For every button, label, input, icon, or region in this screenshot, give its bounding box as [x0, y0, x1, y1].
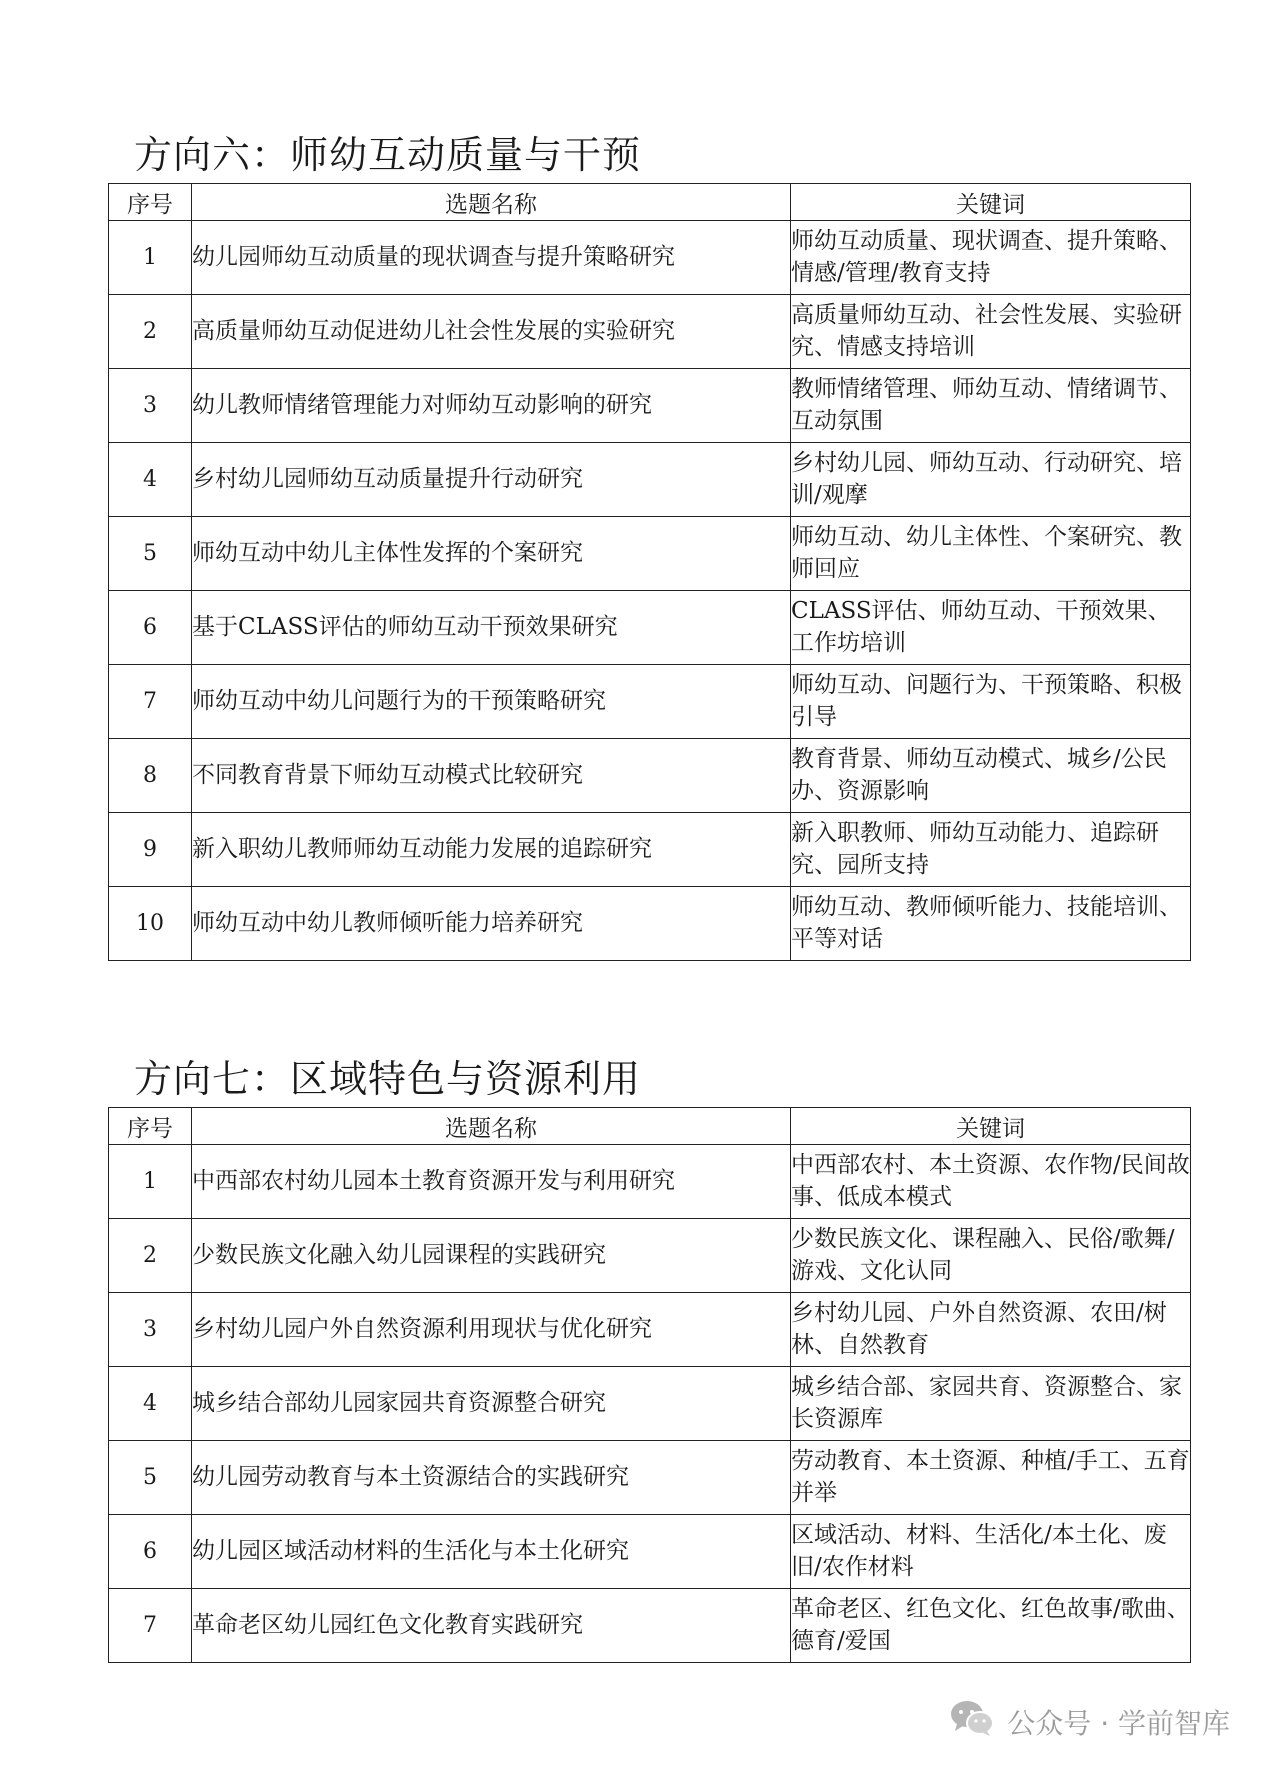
- topic-keywords: 乡村幼儿园、师幼互动、行动研究、培训/观摩: [791, 443, 1191, 517]
- table-row: [109, 517, 1191, 591]
- table-row: [109, 591, 1191, 665]
- table-header-row: [109, 184, 1191, 221]
- row-number: 3: [109, 1293, 192, 1367]
- row-number: 5: [109, 517, 192, 591]
- table-row: [109, 1219, 1191, 1293]
- header-no: 序号: [109, 1108, 192, 1145]
- table-row: [109, 1589, 1191, 1663]
- topic-title: 乡村幼儿园师幼互动质量提升行动研究: [192, 443, 791, 517]
- topic-keywords: 中西部农村、本土资源、农作物/民间故事、低成本模式: [791, 1145, 1191, 1219]
- table-row: [109, 443, 1191, 517]
- table-header-row: [109, 1108, 1191, 1145]
- header-keywords: 关键词: [791, 1108, 1191, 1145]
- row-number: 2: [109, 295, 192, 369]
- topic-keywords: 区域活动、材料、生活化/本土化、废旧/农作材料: [791, 1515, 1191, 1589]
- topic-keywords: 师幼互动、问题行为、干预策略、积极引导: [791, 665, 1191, 739]
- topic-title: 幼儿园劳动教育与本土资源结合的实践研究: [192, 1441, 791, 1515]
- table-row: [109, 1367, 1191, 1441]
- table-row: [109, 1441, 1191, 1515]
- topic-title: 师幼互动中幼儿主体性发挥的个案研究: [192, 517, 791, 591]
- table-row: [109, 665, 1191, 739]
- row-number: 4: [109, 443, 192, 517]
- row-number: 8: [109, 739, 192, 813]
- topic-keywords: 师幼互动、幼儿主体性、个案研究、教师回应: [791, 517, 1191, 591]
- table-row: [109, 813, 1191, 887]
- topic-title: 师幼互动中幼儿教师倾听能力培养研究: [192, 887, 791, 961]
- topic-title: 幼儿园区域活动材料的生活化与本土化研究: [192, 1515, 791, 1589]
- topic-keywords: 高质量师幼互动、社会性发展、实验研究、情感支持培训: [791, 295, 1191, 369]
- row-number: 5: [109, 1441, 192, 1515]
- row-number: 7: [109, 665, 192, 739]
- topic-keywords: 教育背景、师幼互动模式、城乡/公民办、资源影响: [791, 739, 1191, 813]
- topic-keywords: 教师情绪管理、师幼互动、情绪调节、互动氛围: [791, 369, 1191, 443]
- row-number: 4: [109, 1367, 192, 1441]
- topic-title: 基于CLASS评估的师幼互动干预效果研究: [192, 591, 791, 665]
- topic-keywords: 师幼互动、教师倾听能力、技能培训、平等对话: [791, 887, 1191, 961]
- wechat-icon: [949, 1698, 995, 1745]
- topic-keywords: 少数民族文化、课程融入、民俗/歌舞/游戏、文化认同: [791, 1219, 1191, 1293]
- topic-keywords: 师幼互动质量、现状调查、提升策略、情感/管理/教育支持: [791, 221, 1191, 295]
- topic-title: 幼儿教师情绪管理能力对师幼互动影响的研究: [192, 369, 791, 443]
- table-row: [109, 369, 1191, 443]
- topic-title: 不同教育背景下师幼互动模式比较研究: [192, 739, 791, 813]
- row-number: 9: [109, 813, 192, 887]
- topic-keywords: 革命老区、红色文化、红色故事/歌曲、德育/爱国: [791, 1589, 1191, 1663]
- topic-keywords: 劳动教育、本土资源、种植/手工、五育并举: [791, 1441, 1191, 1515]
- topic-keywords: CLASS评估、师幼互动、干预效果、工作坊培训: [791, 591, 1191, 665]
- table-row: [109, 739, 1191, 813]
- header-keywords: 关键词: [791, 184, 1191, 221]
- topic-keywords: 新入职教师、师幼互动能力、追踪研究、园所支持: [791, 813, 1191, 887]
- topic-title: 城乡结合部幼儿园家园共育资源整合研究: [192, 1367, 791, 1441]
- table-row: [109, 887, 1191, 961]
- row-number: 6: [109, 591, 192, 665]
- topic-keywords: 乡村幼儿园、户外自然资源、农田/树林、自然教育: [791, 1293, 1191, 1367]
- topic-title: 幼儿园师幼互动质量的现状调查与提升策略研究: [192, 221, 791, 295]
- section-title-direction-7: 方向七：区域特色与资源利用: [134, 1057, 642, 1101]
- row-number: 2: [109, 1219, 192, 1293]
- table-row: [109, 1145, 1191, 1219]
- topics-table-direction-6: [108, 183, 1191, 961]
- header-title: 选题名称: [192, 184, 791, 221]
- row-number: 7: [109, 1589, 192, 1663]
- section-title-direction-6: 方向六：师幼互动质量与干预: [134, 133, 642, 177]
- topic-title: 中西部农村幼儿园本土教育资源开发与利用研究: [192, 1145, 791, 1219]
- table-row: [109, 1515, 1191, 1589]
- topic-title: 师幼互动中幼儿问题行为的干预策略研究: [192, 665, 791, 739]
- topic-title: 革命老区幼儿园红色文化教育实践研究: [192, 1589, 791, 1663]
- topic-title: 新入职幼儿教师师幼互动能力发展的追踪研究: [192, 813, 791, 887]
- topic-title: 高质量师幼互动促进幼儿社会性发展的实验研究: [192, 295, 791, 369]
- topic-title: 乡村幼儿园户外自然资源利用现状与优化研究: [192, 1293, 791, 1367]
- row-number: 1: [109, 1145, 192, 1219]
- row-number: 10: [109, 887, 192, 961]
- topics-table-direction-7: [108, 1107, 1191, 1663]
- table-row: [109, 221, 1191, 295]
- topic-title: 少数民族文化融入幼儿园课程的实践研究: [192, 1219, 791, 1293]
- row-number: 3: [109, 369, 192, 443]
- watermark: [949, 1698, 1230, 1745]
- watermark-text: 公众号 · 学前智库: [1007, 1706, 1230, 1740]
- header-no: 序号: [109, 184, 192, 221]
- table-row: [109, 1293, 1191, 1367]
- row-number: 1: [109, 221, 192, 295]
- row-number: 6: [109, 1515, 192, 1589]
- header-title: 选题名称: [192, 1108, 791, 1145]
- table-row: [109, 295, 1191, 369]
- topic-keywords: 城乡结合部、家园共育、资源整合、家长资源库: [791, 1367, 1191, 1441]
